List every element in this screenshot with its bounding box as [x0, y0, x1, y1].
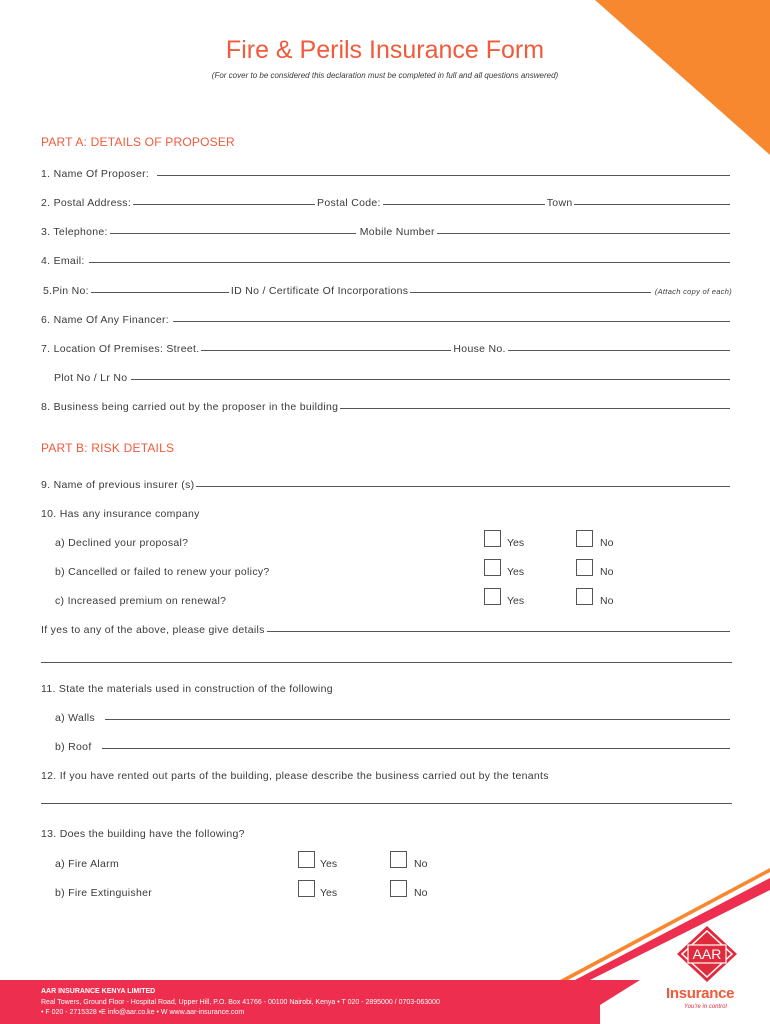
- increased-premium-label: c) Increased premium on renewal?: [55, 595, 227, 607]
- business-row: [41, 401, 732, 413]
- house-no-field[interactable]: [508, 349, 730, 351]
- cancelled-yes-label: Yes: [507, 566, 525, 578]
- name-of-proposer-label: 1. Name Of Proposer:: [41, 168, 150, 180]
- mobile-number-label: Mobile Number: [359, 226, 435, 238]
- tenants-question: [41, 770, 549, 782]
- postal-address-field[interactable]: [133, 203, 315, 205]
- footer-company: AAR INSURANCE KENYA LIMITED: [41, 988, 156, 995]
- telephone-row: [41, 226, 732, 238]
- pin-label: 5.Pin No:: [43, 285, 89, 297]
- part-a-heading: PART A: DETAILS OF PROPOSER: [41, 135, 235, 149]
- part-b-heading: PART B: RISK DETAILS: [41, 441, 175, 455]
- details-field-line-2[interactable]: [41, 662, 732, 663]
- building-features-label: 13. Does the building have the following?: [41, 828, 245, 840]
- declined-question: [55, 537, 188, 549]
- postal-code-label: Postal Code:: [317, 197, 381, 209]
- fire-alarm-yes-label: Yes: [320, 858, 338, 870]
- aar-logo-text: AAR: [692, 946, 722, 962]
- telephone-field[interactable]: [110, 232, 356, 234]
- declined-yes-label: Yes: [507, 537, 525, 549]
- mobile-number-field[interactable]: [437, 232, 730, 234]
- form-title: Fire & Perils Insurance Form: [225, 36, 545, 64]
- materials-question: [41, 683, 333, 695]
- fire-alarm-label: a) Fire Alarm: [55, 858, 119, 870]
- footer-address: Real Towers, Ground Floor - Hospital Road, Upper Hill, P.O. Box 41766 - 00100 Nairobi, Kenya • T 020 - 2895000 / 0703-063000: [41, 999, 440, 1006]
- business-label: 8. Business being carried out by the proposer in the building: [41, 401, 339, 413]
- town-field[interactable]: [574, 203, 730, 205]
- location-row: [41, 343, 732, 355]
- plot-field[interactable]: [131, 378, 730, 380]
- plot-label: Plot No / Lr No: [54, 372, 128, 384]
- declined-label: a) Declined your proposal?: [55, 537, 189, 549]
- building-features-question: [41, 828, 245, 840]
- increased-no-label: No: [600, 595, 614, 607]
- details-field[interactable]: [267, 630, 730, 632]
- increased-premium-question: [55, 595, 226, 607]
- declined-yes-checkbox[interactable]: [484, 530, 501, 547]
- postal-address-label: 2. Postal Address:: [41, 197, 132, 209]
- increased-no-checkbox[interactable]: [576, 588, 593, 605]
- previous-insurer-label: 9. Name of previous insurer (s): [41, 479, 195, 491]
- cancelled-no-checkbox[interactable]: [576, 559, 593, 576]
- walls-row: [55, 712, 732, 724]
- footer-bar: [0, 982, 770, 1024]
- increased-yes-label: Yes: [507, 595, 525, 607]
- street-label: 7. Location Of Premises: Street.: [41, 343, 200, 355]
- cancelled-yes-checkbox[interactable]: [484, 559, 501, 576]
- q10-label: 10. Has any insurance company: [41, 508, 200, 520]
- postal-address-row: [41, 197, 732, 209]
- town-label: Town: [546, 197, 573, 209]
- email-row: [41, 255, 732, 267]
- logo-wordmark: Insurance: [666, 985, 735, 1002]
- name-of-proposer-row: [41, 168, 732, 180]
- insurance-company-question: [41, 508, 200, 520]
- walls-label: a) Walls: [55, 712, 95, 724]
- plot-row: [54, 372, 732, 384]
- email-label: 4. Email:: [41, 255, 85, 267]
- id-cert-field[interactable]: [410, 291, 651, 293]
- details-label: If yes to any of the above, please give details: [41, 624, 265, 636]
- logo-tagline: You're in control: [684, 1004, 727, 1010]
- street-field[interactable]: [201, 349, 451, 351]
- financer-label: 6. Name Of Any Financer:: [41, 314, 170, 326]
- id-cert-label: ID No / Certificate Of Incorporations: [230, 285, 409, 297]
- cancelled-no-label: No: [600, 566, 614, 578]
- fire-alarm-no-label: No: [414, 858, 428, 870]
- financer-row: [41, 314, 732, 326]
- roof-label: b) Roof: [55, 741, 92, 753]
- business-field[interactable]: [340, 407, 730, 409]
- declined-no-checkbox[interactable]: [576, 530, 593, 547]
- aar-logo-icon: [676, 925, 738, 983]
- name-of-proposer-field[interactable]: [157, 174, 730, 176]
- corner-decoration: [590, 0, 770, 160]
- pin-field[interactable]: [91, 291, 229, 293]
- cancelled-question: [55, 566, 270, 578]
- telephone-label: 3. Telephone:: [41, 226, 108, 238]
- attach-note: (Attach copy of each): [654, 287, 732, 296]
- postal-code-field[interactable]: [383, 203, 545, 205]
- cancelled-label: b) Cancelled or failed to renew your policy?: [55, 566, 270, 578]
- pin-row: [43, 285, 732, 297]
- roof-field[interactable]: [102, 747, 730, 749]
- financer-field[interactable]: [173, 320, 730, 322]
- form-subtitle: (For cover to be considered this declaration must be completed in full and all questions answered): [211, 71, 559, 80]
- walls-field[interactable]: [105, 718, 730, 720]
- email-field[interactable]: [89, 261, 730, 263]
- increased-yes-checkbox[interactable]: [484, 588, 501, 605]
- previous-insurer-row: [41, 479, 732, 491]
- previous-insurer-field[interactable]: [196, 485, 730, 487]
- footer-contact: • F 020 - 2715328 •E info@aar.co.ke • W www.aar-insurance.com: [41, 1009, 245, 1016]
- materials-label: 11. State the materials used in construction of the following: [41, 683, 333, 695]
- fire-extinguisher-yes-label: Yes: [320, 887, 338, 899]
- house-no-label: House No.: [453, 343, 506, 355]
- roof-row: [55, 741, 732, 753]
- tenants-field[interactable]: [41, 803, 732, 804]
- fire-extinguisher-label: b) Fire Extinguisher: [55, 887, 153, 899]
- tenants-label: 12. If you have rented out parts of the building, please describe the business carried out by the tenants: [41, 770, 549, 782]
- details-row: [41, 624, 732, 636]
- fire-extinguisher-no-label: No: [414, 887, 428, 899]
- declined-no-label: No: [600, 537, 614, 549]
